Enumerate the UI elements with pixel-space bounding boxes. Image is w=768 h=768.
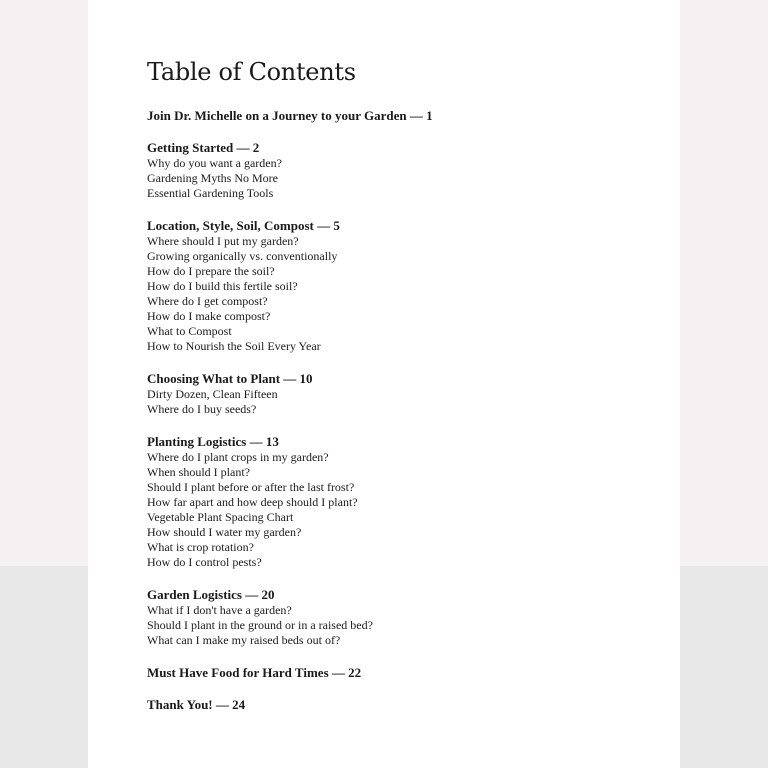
toc-item: Should I plant before or after the last frost? [147,480,355,494]
toc-item: Dirty Dozen, Clean Fifteen [147,387,278,401]
toc-item: What can I make my raised beds out of? [147,633,341,647]
toc-section-heading: Thank You! — 24 [147,697,246,712]
toc-item: What to Compost [147,324,232,338]
toc-item: How do I prepare the soil? [147,264,275,278]
toc-item: What is crop rotation? [147,540,254,554]
toc-item: Where do I buy seeds? [147,402,257,416]
toc-section-heading: Must Have Food for Hard Times — 22 [147,665,362,680]
toc-section [147,665,667,680]
toc-item: How should I water my garden? [147,525,302,539]
toc-item: How do I control pests? [147,555,262,569]
toc-item: Growing organically vs. conventionally [147,249,338,263]
toc-section-heading: Getting Started — 2 [147,140,260,155]
toc-section-heading: Garden Logistics — 20 [147,587,275,602]
toc-item: Gardening Myths No More [147,171,278,185]
toc-section [147,587,667,648]
toc-section [147,697,667,712]
toc-item: Why do you want a garden? [147,156,282,170]
toc-item: Where should I put my garden? [147,234,299,248]
toc-item: What if I don't have a garden? [147,603,292,617]
toc-item: Where do I plant crops in my garden? [147,450,329,464]
toc-sections [147,108,667,712]
toc-section [147,108,667,123]
toc-content [147,56,667,729]
toc-item: Essential Gardening Tools [147,186,274,200]
toc-section-heading: Choosing What to Plant — 10 [147,371,313,386]
toc-section [147,371,667,417]
toc-section [147,434,667,570]
toc-item: Vegetable Plant Spacing Chart [147,510,294,524]
toc-item: How do I build this fertile soil? [147,279,298,293]
toc-section [147,218,667,354]
toc-item: How to Nourish the Soil Every Year [147,339,321,353]
toc-section [147,140,667,201]
toc-section-heading: Join Dr. Michelle on a Journey to your Garden — 1 [147,108,433,123]
document-page [88,0,680,768]
toc-item: Should I plant in the ground or in a raised bed? [147,618,373,632]
toc-item: How do I make compost? [147,309,271,323]
toc-item: How far apart and how deep should I plant? [147,495,358,509]
toc-item: Where do I get compost? [147,294,268,308]
page-title: Table of Contents [147,58,356,86]
toc-item: When should I plant? [147,465,250,479]
toc-section-heading: Location, Style, Soil, Compost — 5 [147,218,340,233]
toc-section-heading: Planting Logistics — 13 [147,434,279,449]
